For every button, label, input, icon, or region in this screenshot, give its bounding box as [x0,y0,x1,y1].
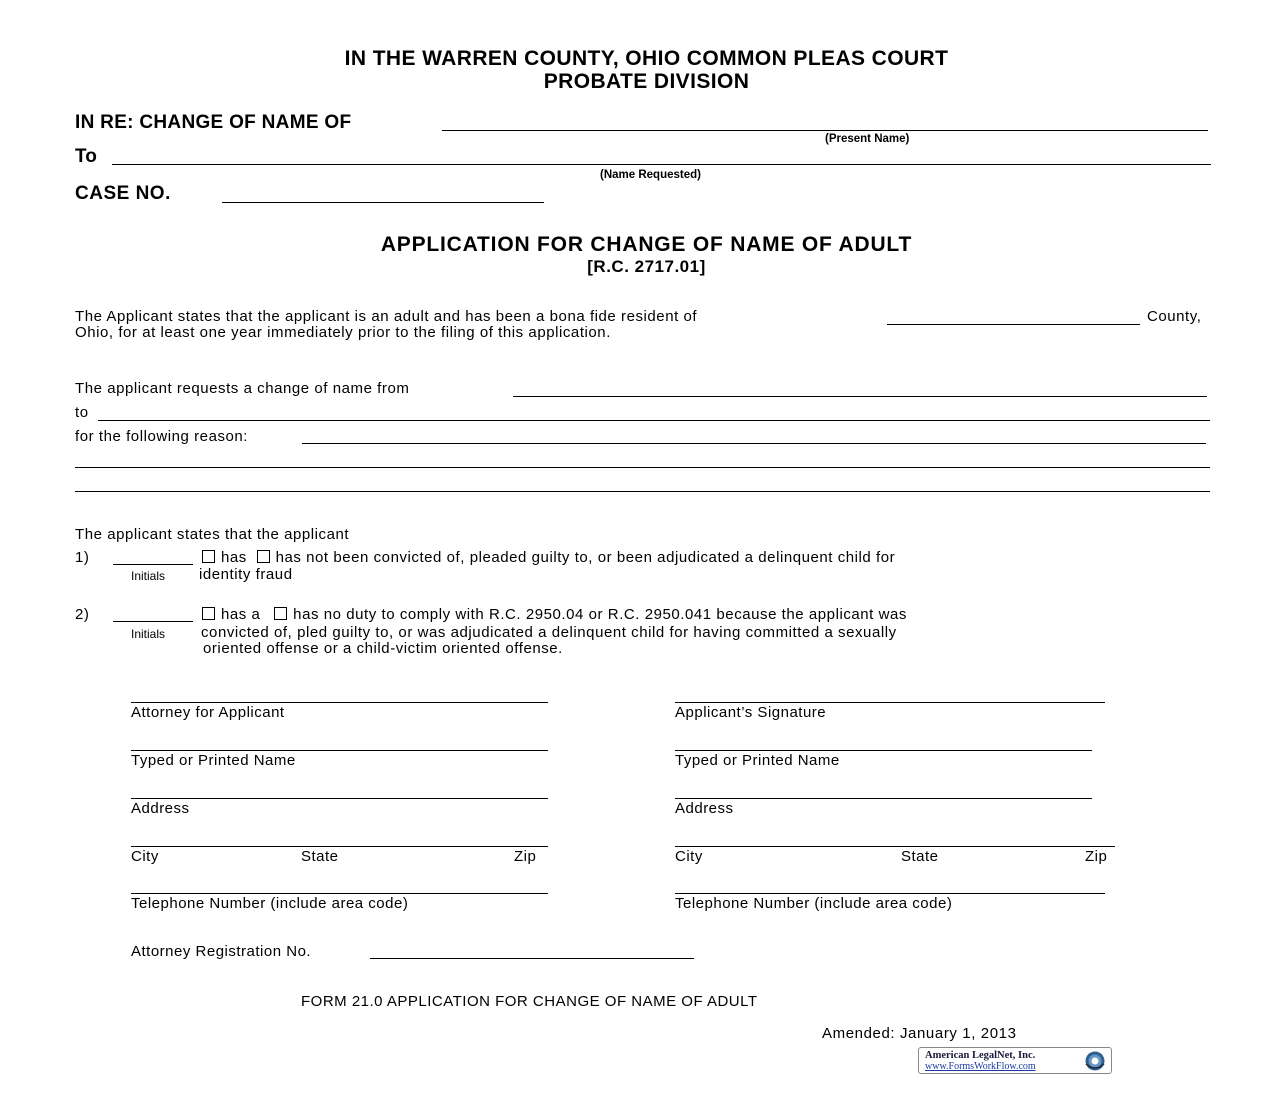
item1-number: 1) [75,549,90,566]
item2-has-no-checkbox[interactable] [274,607,287,620]
statute-reference: [R.C. 2717.01] [587,257,706,276]
case-no-label: CASE NO. [75,183,171,204]
attorney-address-field[interactable] [131,798,548,799]
attorney-address-label: Address [131,800,190,817]
item2-has-no-label: has no duty to comply with R.C. 2950.04 or R.C. 2950.041 because the applicant was [293,606,907,623]
applicant-phone-label: Telephone Number (include area code) [675,895,953,912]
item2-text [202,606,907,623]
item2-text-line3: oriented offense or a child-victim oriented offense. [203,640,563,657]
reason-field-2[interactable] [75,467,1210,468]
attorney-label: Attorney for Applicant [131,704,285,721]
present-name-note: (Present Name) [825,133,910,145]
attorney-city-state-zip-field[interactable] [131,846,548,847]
in-re-label: IN RE: CHANGE OF NAME OF [75,112,352,133]
form-footer-title: FORM 21.0 APPLICATION FOR CHANGE OF NAME OF ADULT [301,993,758,1010]
request-from-field[interactable] [513,396,1207,397]
reason-label: for the following reason: [75,428,249,445]
item1-has-not-checkbox[interactable] [257,550,270,563]
request-to-field[interactable] [98,420,1210,421]
present-name-field[interactable] [442,130,1208,131]
applicant-city-state-zip-field[interactable] [675,846,1115,847]
amended-date: Amended: January 1, 2013 [822,1025,1017,1042]
county-field[interactable] [887,324,1140,325]
attorney-typed-name-field[interactable] [131,750,548,751]
request-from-label: The applicant requests a change of name from [75,380,410,397]
attorney-phone-field[interactable] [131,893,548,894]
attorney-state-label: State [301,848,339,865]
court-heading: IN THE WARREN COUNTY, OHIO COMMON PLEAS COURT [344,47,949,70]
applicant-signature-field[interactable] [675,702,1105,703]
applicant-city-label: City [675,848,703,865]
registration-field[interactable] [370,958,694,959]
applicant-address-label: Address [675,800,734,817]
applicant-zip-label: Zip [1085,848,1108,865]
item2-has-a-checkbox[interactable] [202,607,215,620]
reason-field-3[interactable] [75,491,1210,492]
item1-text [202,549,895,566]
item2-text-line2: convicted of, pled guilty to, or was adjudicated a delinquent child for having committed a sexually [201,624,897,641]
globe-icon [1083,1050,1107,1072]
case-no-field[interactable] [222,202,544,203]
item1-has-not-label: has not been convicted of, pleaded guilty to, or been adjudicated a delinquent child for [275,549,896,566]
form-title: APPLICATION FOR CHANGE OF NAME OF ADULT [380,233,913,256]
applicant-typed-name-field[interactable] [675,750,1092,751]
attorney-city-label: City [131,848,159,865]
to-label: To [75,146,97,167]
request-to-label: to [75,404,89,421]
item1-initials-label: Initials [131,569,166,583]
item1-text-line2: identity fraud [199,566,293,583]
statements-intro: The applicant states that the applicant [75,526,350,543]
applicant-signature-label: Applicant’s Signature [675,704,827,721]
residency-text: The Applicant states that the applicant is an adult and has been a bona fide resident of [75,308,698,325]
applicant-typed-name-label: Typed or Printed Name [675,752,840,769]
logo-url-link[interactable]: www.FormsWorkFlow.com [925,1061,1036,1072]
item2-initials-field[interactable] [113,621,193,622]
attorney-signature-field[interactable] [131,702,548,703]
attorney-phone-label: Telephone Number (include area code) [131,895,409,912]
item2-has-a-label: has a [221,606,261,623]
applicant-phone-field[interactable] [675,893,1105,894]
item1-initials-field[interactable] [113,564,193,565]
item1-has-label: has [221,549,247,566]
item2-number: 2) [75,606,90,623]
residency-text-line2: Ohio, for at least one year immediately prior to the filing of this application. [75,324,611,341]
registration-label: Attorney Registration No. [131,943,312,960]
item1-has-checkbox[interactable] [202,550,215,563]
residency-county-word: County, [1147,308,1202,325]
name-requested-note: (Name Requested) [600,169,701,181]
name-requested-field[interactable] [112,164,1211,165]
attorney-zip-label: Zip [514,848,537,865]
item2-initials-label: Initials [131,627,166,641]
attorney-typed-name-label: Typed or Printed Name [131,752,296,769]
reason-field-1[interactable] [302,443,1206,444]
applicant-state-label: State [901,848,939,865]
division-heading: PROBATE DIVISION [543,70,750,93]
logo-company-name: American LegalNet, Inc. [925,1050,1036,1061]
applicant-address-field[interactable] [675,798,1092,799]
american-legalnet-logo [918,1047,1112,1074]
